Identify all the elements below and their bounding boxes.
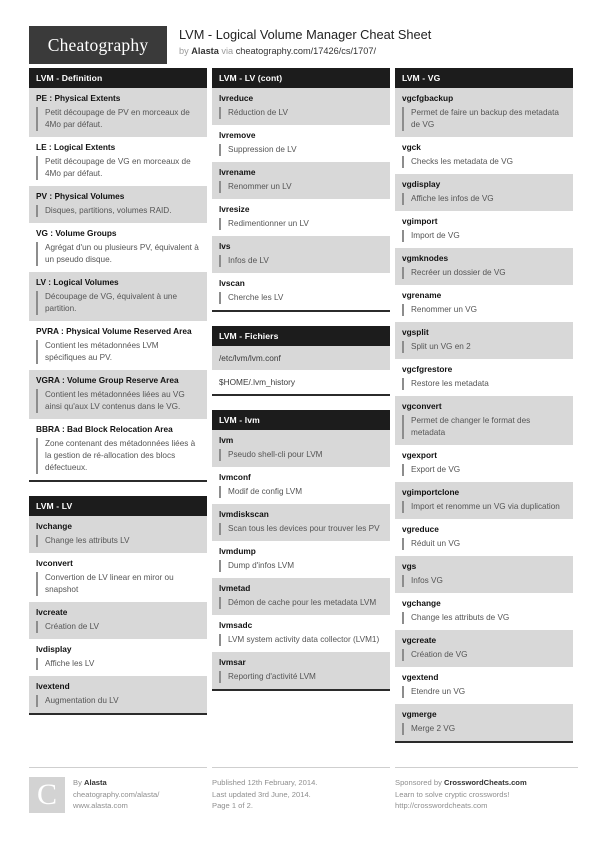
row-description-text: Checks les metadata de VG [402, 156, 566, 168]
table-row [212, 162, 390, 199]
block-title: LVM - LV [29, 496, 207, 516]
table-row [395, 396, 573, 445]
row-description [395, 686, 573, 704]
sponsor-name[interactable]: CrosswordCheats.com [443, 778, 527, 787]
block-title: LVM - VG [395, 68, 573, 88]
table-row [212, 236, 390, 273]
table-row [212, 88, 390, 125]
table-row [29, 186, 207, 223]
row-description-text: Démon de cache pour les metadata LVM [219, 597, 383, 609]
row-description [29, 389, 207, 419]
table-row [395, 248, 573, 285]
row-description [395, 341, 573, 359]
row-description [212, 671, 390, 689]
row-description [395, 267, 573, 285]
footer-author [29, 767, 207, 813]
block-title: LVM - Fichiers [212, 326, 390, 346]
sponsor-line [395, 777, 527, 789]
row-description [212, 107, 390, 125]
sponsor-tagline: Learn to solve cryptic crosswords! [395, 789, 510, 799]
row-term: lvconvert [36, 558, 73, 568]
row-description-text: Export de VG [402, 464, 566, 476]
row-description-text: Petit découpage de VG en morceaux de 4Mo par défaut. [36, 156, 200, 180]
row-description-text: Infos VG [402, 575, 566, 587]
row-description-text: Redimentionner un LV [219, 218, 383, 230]
table-row [395, 137, 573, 174]
row-description-text: Dump d'infos LVM [219, 560, 383, 572]
table-row [395, 174, 573, 211]
footer-author-url[interactable]: cheatography.com/alasta/ [73, 789, 160, 799]
footer-author-site[interactable]: www.alasta.com [73, 801, 128, 810]
row-term: lvresize [219, 204, 250, 214]
row-description-text: Création de VG [402, 649, 566, 661]
row-description-text: Import de VG [402, 230, 566, 242]
block-title: LVM - Definition [29, 68, 207, 88]
row-description [212, 218, 390, 236]
row-description-text: Affiche les infos de VG [402, 193, 566, 205]
columns-container [29, 68, 571, 757]
table-row [212, 615, 390, 652]
updated-date: Last updated 3rd June, 2014. [212, 789, 311, 799]
table-row [395, 359, 573, 396]
row-description-text: Contient les métadonnées liées au VG ainsi qu'aux LV contenus dans le VG. [36, 389, 200, 413]
row-description-text: Merge 2 VG [402, 723, 566, 735]
row-term: PE : Physical Extents [36, 93, 121, 103]
sponsor-url[interactable]: http://crosswordcheats.com [395, 801, 488, 810]
byline-prefix: by [179, 46, 192, 56]
row-term: lvmsadc [219, 620, 253, 630]
row-description-text: Reporting d'activité LVM [219, 671, 383, 683]
row-term: lvchange [36, 521, 72, 531]
table-row [395, 704, 573, 741]
row-term: lvremove [219, 130, 256, 140]
row-description [395, 107, 573, 137]
avatar: C [29, 777, 65, 813]
row-term: lvmdump [219, 546, 256, 556]
file-path: $HOME/.lvm_history [219, 377, 296, 387]
row-description-text: Change les attributs LV [36, 535, 200, 547]
row-term: vgcfgbackup [402, 93, 454, 103]
row-description [29, 438, 207, 480]
row-description-text: Restore les metadata [402, 378, 566, 390]
row-description-text: Suppression de LV [219, 144, 383, 156]
cheatography-logo[interactable] [29, 26, 167, 64]
page-footer [29, 767, 571, 813]
row-term: lvmconf [219, 472, 251, 482]
row-description-text: Etendre un VG [402, 686, 566, 698]
footer-sponsor-text [395, 777, 527, 813]
row-term: vgchange [402, 598, 441, 608]
row-description-text: Affiche les LV [36, 658, 200, 670]
row-description-text: Permet de faire un backup des metadata de VG [402, 107, 566, 131]
row-description-text: Infos de LV [219, 255, 383, 267]
row-description [212, 255, 390, 273]
row-description-text: Modif de config LVM [219, 486, 383, 498]
footer-publish-text [212, 777, 317, 813]
published-date: Published 12th February, 2014. [212, 778, 318, 787]
row-description [395, 304, 573, 322]
row-term: lvcreate [36, 607, 68, 617]
row-term: vgexport [402, 450, 438, 460]
column-1 [29, 68, 207, 729]
page-number: Page 1 of 2. [212, 801, 253, 810]
row-description-text: Split un VG en 2 [402, 341, 566, 353]
table-row [212, 578, 390, 615]
table-block [212, 326, 390, 396]
row-term: vgextend [402, 672, 439, 682]
row-description-text: Renommer un VG [402, 304, 566, 316]
row-term: vgsplit [402, 327, 429, 337]
row-description [212, 634, 390, 652]
table-row [395, 593, 573, 630]
row-description [395, 538, 573, 556]
row-description [395, 501, 573, 519]
row-description [212, 449, 390, 467]
row-term: lvreduce [219, 93, 254, 103]
row-term: lvrename [219, 167, 256, 177]
block-title: LVM - LV (cont) [212, 68, 390, 88]
table-row [395, 88, 573, 137]
row-term: PV : Physical Volumes [36, 191, 125, 201]
table-row [212, 430, 390, 467]
row-description-text: LVM system activity data collector (LVM1) [219, 634, 383, 646]
footer-sponsor [395, 767, 578, 813]
row-description [29, 572, 207, 602]
row-term: LV : Logical Volumes [36, 277, 119, 287]
table-row [395, 211, 573, 248]
row-description-text: Découpage de VG, équivalent à une partition. [36, 291, 200, 315]
row-description-text: Réduit un VG [402, 538, 566, 550]
row-term: vgrename [402, 290, 442, 300]
row-term: vgcfgrestore [402, 364, 453, 374]
row-term: vgdisplay [402, 179, 441, 189]
table-row [212, 370, 390, 394]
table-row [212, 273, 390, 310]
row-description [395, 575, 573, 593]
page-title: LVM - Logical Volume Manager Cheat Sheet [179, 27, 432, 42]
table-row [29, 88, 207, 137]
row-description [212, 292, 390, 310]
row-term: lvmdiskscan [219, 509, 269, 519]
row-term: vgimport [402, 216, 438, 226]
row-description-text: Scan tous les devices pour trouver les PV [219, 523, 383, 535]
column-3 [395, 68, 573, 757]
table-row [29, 272, 207, 321]
table-row [395, 445, 573, 482]
footer-author-text [73, 777, 159, 813]
table-row [29, 516, 207, 553]
row-term: vgimportclone [402, 487, 460, 497]
row-term: vgcreate [402, 635, 437, 645]
row-description-text: Change les attributs de VG [402, 612, 566, 624]
row-description [29, 340, 207, 370]
author-link[interactable]: Alasta [191, 46, 219, 56]
table-row [212, 652, 390, 689]
row-description-text: Import et renomme un VG via duplication [402, 501, 566, 513]
table-row [395, 322, 573, 359]
table-row [29, 553, 207, 602]
table-row [212, 199, 390, 236]
table-row [29, 321, 207, 370]
table-row [212, 467, 390, 504]
row-description [212, 523, 390, 541]
row-term: VGRA : Volume Group Reserve Area [36, 375, 179, 385]
row-description [395, 649, 573, 667]
row-description [395, 415, 573, 445]
table-row [395, 285, 573, 322]
footer-publish-info [212, 767, 390, 813]
footer-by-prefix: By [73, 778, 84, 787]
row-description [395, 464, 573, 482]
table-row [395, 482, 573, 519]
row-term: PVRA : Physical Volume Reserved Area [36, 326, 192, 336]
block-title: LVM - lvm [212, 410, 390, 430]
row-description-text: Cherche les LV [219, 292, 383, 304]
row-term: lvmsar [219, 657, 246, 667]
row-description [395, 193, 573, 211]
table-row [29, 419, 207, 480]
row-description [29, 107, 207, 137]
table-row [29, 223, 207, 272]
title-block [179, 26, 431, 58]
table-block [29, 68, 207, 482]
row-description-text: Renommer un LV [219, 181, 383, 193]
sponsor-prefix: Sponsored by [395, 778, 444, 787]
row-term: vgck [402, 142, 421, 152]
row-description [395, 156, 573, 174]
footer-author-line [73, 777, 159, 789]
table-row [395, 667, 573, 704]
row-description [212, 597, 390, 615]
row-description-text: Permet de changer le format des metadata [402, 415, 566, 439]
row-term: lvscan [219, 278, 245, 288]
table-block [212, 410, 390, 691]
table-row [29, 676, 207, 713]
row-term: lvmetad [219, 583, 251, 593]
row-description [395, 723, 573, 741]
row-term: vgreduce [402, 524, 439, 534]
table-row [212, 125, 390, 162]
table-row [395, 630, 573, 667]
row-description [395, 378, 573, 396]
row-description [29, 621, 207, 639]
row-description-text: Pseudo shell-cli pour LVM [219, 449, 383, 461]
row-term: LE : Logical Extents [36, 142, 116, 152]
row-term: lvdisplay [36, 644, 72, 654]
table-block [395, 68, 573, 743]
table-row [29, 137, 207, 186]
row-term: vgmerge [402, 709, 437, 719]
column-2 [212, 68, 390, 705]
row-description [29, 242, 207, 272]
logo-text: Cheatography [47, 34, 149, 55]
page-header [29, 0, 571, 58]
row-term: VG : Volume Groups [36, 228, 117, 238]
row-description-text: Recréer un dossier de VG [402, 267, 566, 279]
row-description-text: Création de LV [36, 621, 200, 633]
row-description-text: Convertion de LV linear en miror ou snapshot [36, 572, 200, 596]
row-term: lvs [219, 241, 231, 251]
row-description [212, 560, 390, 578]
row-term: vgs [402, 561, 417, 571]
table-block [212, 68, 390, 312]
row-term: BBRA : Bad Block Relocation Area [36, 424, 173, 434]
table-row [395, 519, 573, 556]
row-description [29, 156, 207, 186]
row-description [212, 181, 390, 199]
table-row [212, 346, 390, 370]
row-term: vgmknodes [402, 253, 449, 263]
row-description [212, 144, 390, 162]
row-description-text: Zone contenant des métadonnées liées à la gestion de ré-allocation des blocs défectueux. [36, 438, 200, 474]
table-row [212, 541, 390, 578]
row-term: lvm [219, 435, 234, 445]
file-path: /etc/lvm/lvm.conf [219, 353, 281, 363]
row-description [29, 205, 207, 223]
row-term: lvextend [36, 681, 70, 691]
row-description [29, 535, 207, 553]
table-row [29, 370, 207, 419]
table-row [212, 504, 390, 541]
byline [179, 44, 431, 58]
row-description-text: Contient les métadonnées LVM spécifiques au PV. [36, 340, 200, 364]
source-link[interactable]: cheatography.com/17426/cs/1707/ [235, 46, 376, 56]
row-term: vgconvert [402, 401, 442, 411]
row-description-text: Réduction de LV [219, 107, 383, 119]
row-description-text: Augmentation du LV [36, 695, 200, 707]
row-description [395, 230, 573, 248]
row-description-text: Petit découpage de PV en morceaux de 4Mo par défaut. [36, 107, 200, 131]
table-row [29, 639, 207, 676]
table-row [395, 556, 573, 593]
row-description [212, 486, 390, 504]
row-description [395, 612, 573, 630]
row-description [29, 695, 207, 713]
row-description-text: Agrégat d'un ou plusieurs PV, équivalent à un pseudo disque. [36, 242, 200, 266]
table-block [29, 496, 207, 715]
row-description-text: Disques, partitions, volumes RAID. [36, 205, 200, 217]
row-description [29, 291, 207, 321]
footer-author-name[interactable]: Alasta [83, 778, 107, 787]
row-description [29, 658, 207, 676]
via-text: via [218, 46, 236, 56]
table-row [29, 602, 207, 639]
